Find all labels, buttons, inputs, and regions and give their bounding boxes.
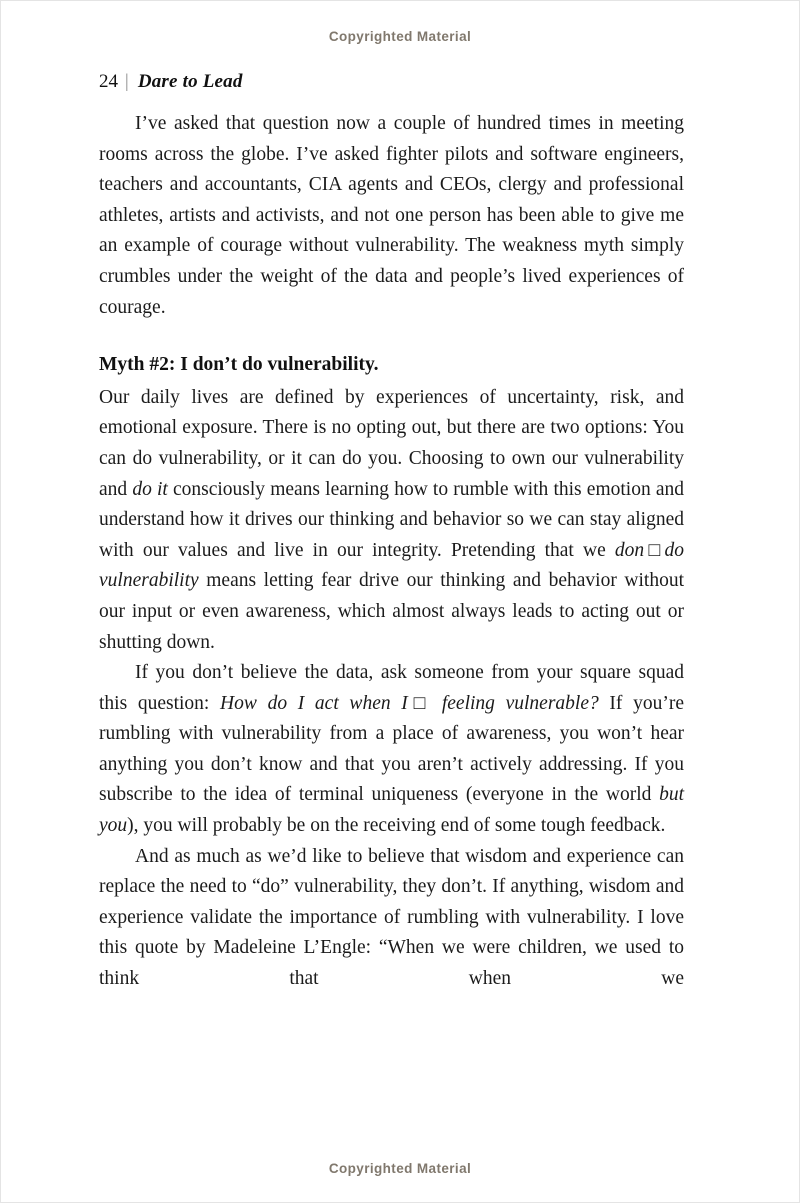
paragraph-2-emphasis-dont-do: don□do vulnerability [99, 539, 684, 592]
paragraph-1 [99, 109, 684, 323]
paragraph-2-run-2: consciously means learning how to rumble with this emotion and understand how it drives our thinking and behavior so we can stay aligned with our values and live in our integrity. Pretending that we [99, 478, 685, 561]
paragraph-3-run-1: If you don’t believe the data, ask someone from your square squad this question: [99, 662, 684, 714]
running-header [99, 71, 684, 93]
copyright-notice-bottom: Copyrighted Material [328, 1161, 472, 1176]
page-content [99, 71, 684, 995]
paragraph-3-run-3: ), you will probably be on the receiving end of some tough feedback. [127, 815, 666, 837]
book-title: Dare to Lead [137, 71, 243, 92]
paragraph-2 [99, 383, 684, 658]
paragraph-2-run-1: Our daily lives are defined by experiences of uncertainty, risk, and emotional exposure. There is no opting out, but there are two options: You can do vulnerability, or it can do you. Choosing to own our vulnerability and [99, 386, 684, 500]
paragraph-3-emphasis-but-you: but you [99, 784, 684, 837]
paragraph-3-emphasis-question: How do I act when I□ feeling vulnerable? [220, 692, 599, 714]
paragraph-3 [99, 658, 684, 842]
paragraph-1-text: I’ve asked that question now a couple of hundred times in meeting rooms across the globe. I’ve asked fighter pilots and software engineers, teachers and accountants, CIA agents and CEOs, clergy and professional athletes, artists and activists, and not one person has been able to give me an example of courage without vulnerability. The weakness myth simply crumbles under the weight of the data and people’s lived experiences of courage. [99, 113, 684, 318]
paragraph-3-run-2: If you’re rumbling with vulnerability from a place of awareness, you won’t hear anything you don’t know and that you aren’t actively addressing. If you subscribe to the idea of terminal uniqueness (everyone in the world [99, 692, 684, 806]
header-separator: | [125, 71, 129, 92]
paragraph-2-emphasis-do-it: do it [132, 478, 168, 500]
section-heading-myth-2: Myth #2: I don’t do vulnerability. [99, 354, 379, 376]
copyright-notice-top: Copyrighted Material [328, 29, 472, 44]
paragraph-2-run-3: means letting fear drive our thinking and behavior without our input or even awareness, which almost always leads to acting out or shutting down. [99, 570, 684, 653]
page-number: 24 [99, 71, 118, 92]
paragraph-4-text: And as much as we’d like to believe that wisdom and experience can replace the need to “do” vulnerability, they don’t. If anything, wisdom and experience validate the importance of rumbling with vulnerability. I love this quote by Madeleine L’Engle: “When we were children, we used to think that when we [99, 845, 684, 990]
paragraph-4 [99, 842, 684, 995]
